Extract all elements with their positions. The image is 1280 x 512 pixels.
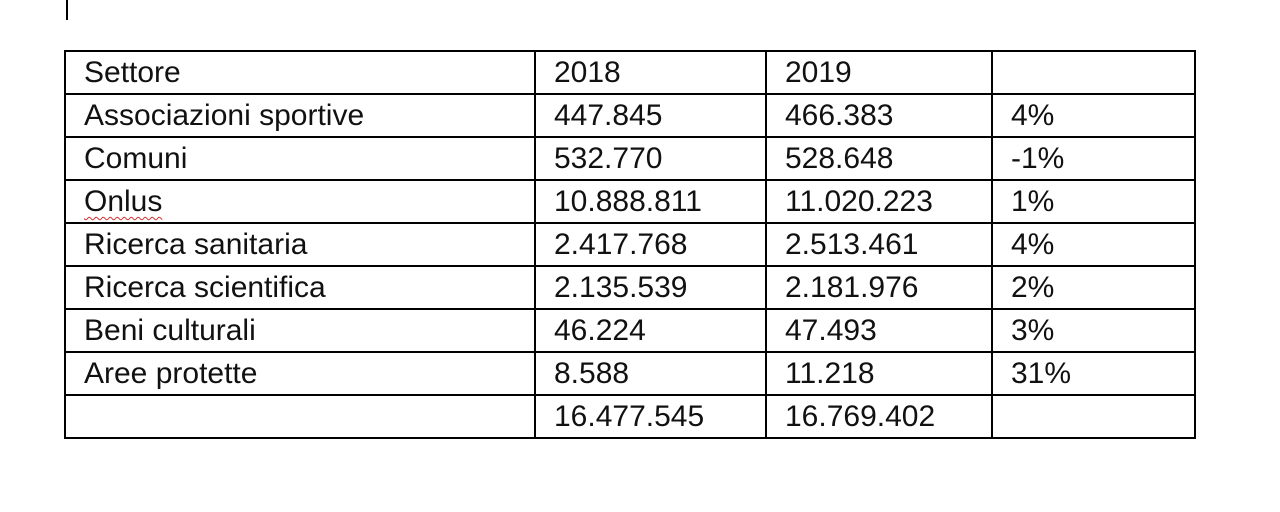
table-row [65, 180, 1195, 223]
table-row [65, 266, 1195, 309]
sector-cell: Aree protette [65, 352, 535, 395]
change-cell: -1% [992, 137, 1195, 180]
sector-cell: Associazioni sportive [65, 94, 535, 137]
table-total-row [65, 395, 1195, 438]
value-2019-cell: 2.513.461 [766, 223, 992, 266]
sector-cell: Comuni [65, 137, 535, 180]
table-row [65, 94, 1195, 137]
header-cell-2018: 2018 [535, 51, 766, 94]
table-row [65, 352, 1195, 395]
value-2018-cell: 532.770 [535, 137, 766, 180]
change-cell: 4% [992, 94, 1195, 137]
value-2018-cell: 10.888.811 [535, 180, 766, 223]
value-2019-cell: 528.648 [766, 137, 992, 180]
value-2018-cell: 447.845 [535, 94, 766, 137]
table-row [65, 223, 1195, 266]
total-2019-cell: 16.769.402 [766, 395, 992, 438]
sector-cell: Ricerca scientifica [65, 266, 535, 309]
change-cell: 3% [992, 309, 1195, 352]
sector-cell: Ricerca sanitaria [65, 223, 535, 266]
header-cell-settore: Settore [65, 51, 535, 94]
change-cell: 4% [992, 223, 1195, 266]
value-2018-cell: 2.417.768 [535, 223, 766, 266]
total-label-cell [65, 395, 535, 438]
value-2019-cell: 11.218 [766, 352, 992, 395]
total-change-cell [992, 395, 1195, 438]
header-cell-2019: 2019 [766, 51, 992, 94]
value-2019-cell: 2.181.976 [766, 266, 992, 309]
header-cell-change [992, 51, 1195, 94]
value-2018-cell: 8.588 [535, 352, 766, 395]
value-2018-cell: 2.135.539 [535, 266, 766, 309]
change-cell: 31% [992, 352, 1195, 395]
table-header-row [65, 51, 1195, 94]
sector-cell: Beni culturali [65, 309, 535, 352]
value-2019-cell: 11.020.223 [766, 180, 992, 223]
sector-cell [65, 180, 535, 223]
spellcheck-flagged-word[interactable]: Onlus [84, 185, 163, 218]
value-2019-cell: 47.493 [766, 309, 992, 352]
value-2018-cell: 46.224 [535, 309, 766, 352]
table-row [65, 137, 1195, 180]
value-2019-cell: 466.383 [766, 94, 992, 137]
total-2018-cell: 16.477.545 [535, 395, 766, 438]
change-cell: 2% [992, 266, 1195, 309]
data-table [64, 50, 1196, 439]
change-cell: 1% [992, 180, 1195, 223]
text-cursor [66, 0, 68, 20]
table-row [65, 309, 1195, 352]
